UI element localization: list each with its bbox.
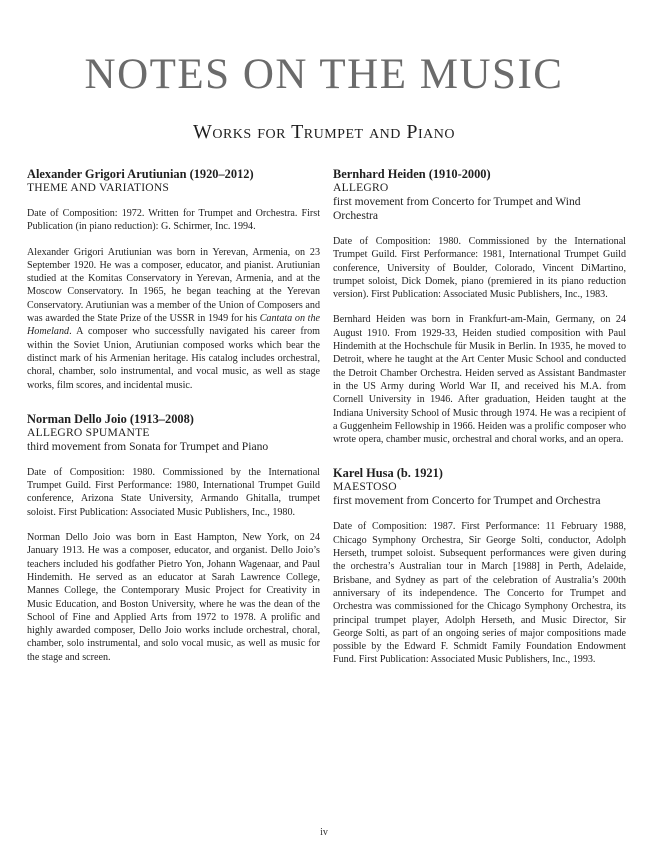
composition-facts: Date of Composition: 1987. First Performance: 11 February 1988, Chicago Symphony Orchestra, Sir George Solti, conductor, Adolph Herseth, trumpet soloist. Subsequent performances were given during the orchestra’s Australian tour in March [1988] in Perth, Adelaide, Brisbane, and Sydney as part of the celebration of Australia’s 200th anniversary of its independence. The Concerto for Trumpet and Orchestra was commissioned for the Chicago Symphony Orchestra, its principal trumpet player, Adolph Herseth, and Music Director, Sir George Solti, as part of an ongoing series of major compositions made possible by the Edward F. Schmidt Family Foundation Endowment Fund. First Publication: Associated Music Publishers, Inc., 1993. <box>333 521 626 666</box>
biography-text: Alexander Grigori Arutiunian was born in Yerevan, Armenia, on 23 September 1920. He was a composer, educator, and pianist. Arutiunian studied at the Komitas Conservatory in Yerevan, Armenia, and at the Moscow Conservatory. In 1965, he began teaching at the Yerevan Conservatory. Arutiunian was a member of the Union of Composers and was awarded the State Prize of the USSR in 1949 for his <box>27 246 320 325</box>
composer-name: Bernhard Heiden (1910-2000) <box>333 167 491 181</box>
entry-arutiunian <box>27 167 320 392</box>
composer-name: Alexander Grigori Arutiunian (1920–2012) <box>27 167 254 181</box>
right-column <box>333 167 626 687</box>
biography-work-title: Cantata on the Homeland <box>27 313 320 338</box>
work-subtitle: first movement from Concerto for Trumpet and Wind Orchestra <box>333 195 581 222</box>
composer-biography <box>27 246 320 392</box>
composer-biography: Norman Dello Joio was born in East Hampton, New York, on 24 January 1913. He was a composer, educator, and organist. Dello Joio’s teachers included his godfather Pietro Yon, Johann Wagenaar, and Paul Hindemith. He served as an educator at Sarah Lawrence College, Mannes College, the Contemporary Music Project for Creativity in Music Education, and Boston University, where he was the dean of the School of Fine and Applied Arts from 1972 to 1978. A prolific and highly awarded composer, Dello Joio works include orchestral, choral, chamber, solo instrumental, and solo vocal music, as well as music for the stage and screen. <box>27 532 320 663</box>
work-subtitle: first movement from Concerto for Trumpet and Orchestra <box>333 494 601 508</box>
composer-name: Norman Dello Joio (1913–2008) <box>27 411 194 426</box>
work-title: MAESTOSO <box>333 480 397 494</box>
composition-facts: Date of Composition: 1972. Written for Trumpet and Orchestra. First Publication (in piano reduction): G. Schirmer, Inc. 1994. <box>27 208 320 233</box>
work-title: ALLEGRO SPUMANTE <box>27 425 150 439</box>
composition-facts: Date of Composition: 1980. Commissioned by the International Trumpet Guild. First Performance: 1981, International Trumpet Guild conference, University of Boulder, Colorado, Vincent DiMartino, trumpet soloist, Dick Domek, piano (premiered in its piano reduction version). First Publication: Associated Music Publishers, Inc., 1983. <box>333 236 626 301</box>
entry-heiden <box>333 167 626 446</box>
biography-text: . A composer who successfully navigated his career from within the Soviet Union, Arutiunian composed works which bear the distinct mark of his Armenian heritage. His catalog includes orchestral, choral, chamber, solo instrumental, and vocal music, as well as stage works, film scores, and incidental music. <box>27 326 320 391</box>
left-column <box>27 167 320 684</box>
composer-name: Karel Husa (b. 1921) <box>333 466 443 481</box>
work-title: THEME AND VARIATIONS <box>27 181 170 194</box>
entry-dello-joio <box>27 412 320 664</box>
composition-facts: Date of Composition: 1980. Commissioned by the International Trumpet Guild. First Performance: 1980, International Trumpet Guild conference, Arizona State University, Armando Ghitalla, trumpet soloist. First Publication: Associated Music Publishers, Inc., 1980. <box>27 466 320 518</box>
work-title: ALLEGRO <box>333 181 389 194</box>
composer-biography: Bernhard Heiden was born in Frankfurt-am-Main, Germany, on 24 August 1910. From 1929-33, Heiden studied composition with Paul Hindemith at the Hochschule für Musik in Berlin. In 1935, he moved to Detroit, where he taught at the Art Center Music School and conducted the Detroit Chamber Orchestra. Heiden served as Assistant Bandmaster in the US Army during World War II, and received his M.A. from Cornell University in 1946. After graduation, Heiden taught at the Indiana University School of Music through 1974. He was a recipient of a Guggenheim Fellowship in 1966. Heiden was a prolific composer who wrote opera, chamber music, orchestral and choral works, and an opera. <box>333 314 626 446</box>
entry-husa <box>333 466 626 666</box>
page-subtitle: Works for Trumpet and Piano <box>192 121 456 143</box>
page-title: NOTES ON THE MUSIC <box>84 51 564 98</box>
work-subtitle: third movement from Sonata for Trumpet and Piano <box>27 439 269 453</box>
page-number: iv <box>320 827 328 838</box>
